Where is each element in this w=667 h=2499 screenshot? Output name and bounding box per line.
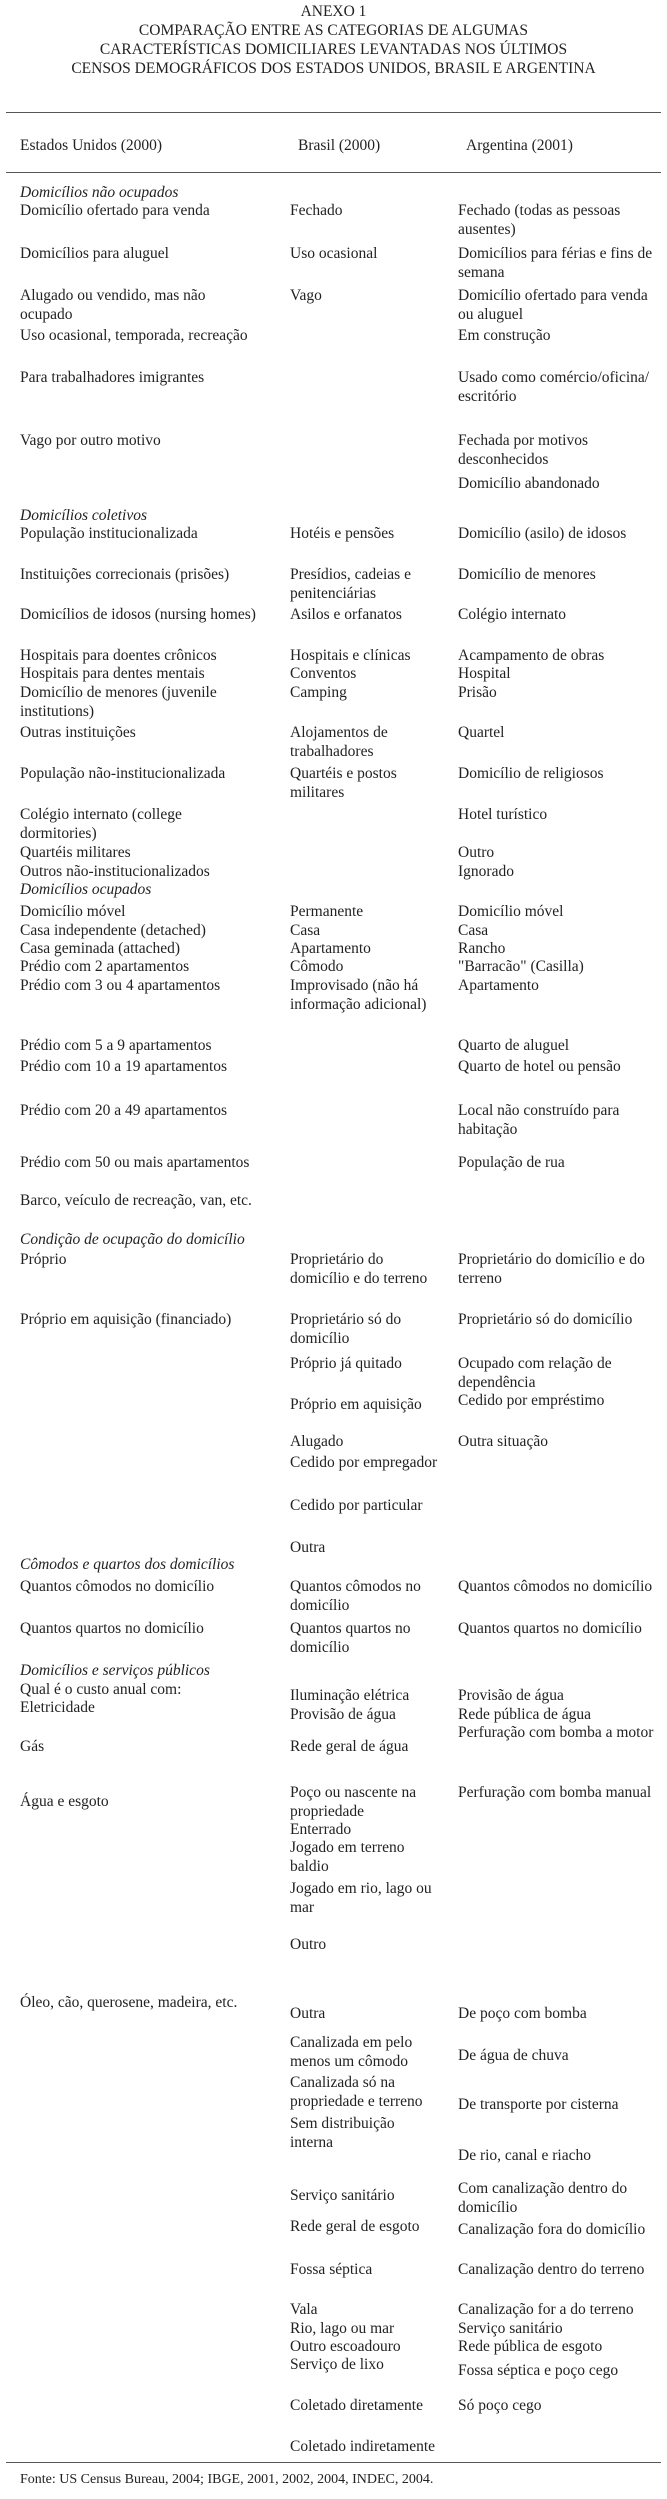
table-cell: Óleo, cão, querosene, madeira, etc. bbox=[20, 1993, 238, 2011]
table-cell: Rede geral de água bbox=[290, 1737, 409, 1755]
table-cell: Quantos cômodos no domicílio bbox=[458, 1578, 653, 1596]
table-cell: De transporte por cisterna bbox=[458, 2096, 619, 2114]
table-cell: Com canalização dentro do domicílio bbox=[458, 2180, 628, 2217]
table-cell: Rede pública de esgoto bbox=[458, 2338, 603, 2356]
table-cell: Outro bbox=[458, 844, 495, 862]
table-cell: Proprietário do domicílio e do terreno bbox=[458, 1251, 645, 1288]
table-cell: Domicílio ofertado para venda bbox=[20, 202, 210, 220]
table-cell: Próprio em aquisição bbox=[290, 1396, 422, 1414]
table-cell: Coletado diretamente bbox=[290, 2397, 423, 2415]
table-cell: Colégio internato bbox=[458, 606, 567, 624]
table-cell: Perfuração com bomba manual bbox=[458, 1784, 652, 1802]
table-cell: Rede pública de água bbox=[458, 1705, 591, 1723]
table-cell: Serviço sanitário bbox=[290, 2187, 395, 2205]
table-cell: Quantos quartos no domicílio bbox=[458, 1619, 642, 1637]
table-cell: Outra bbox=[290, 2004, 326, 2022]
section-heading: Domicílios e serviços públicos bbox=[20, 1662, 210, 1680]
table-cell: Hospital bbox=[458, 665, 511, 683]
table-cell: Jogado em rio, lago ou mar bbox=[290, 1879, 432, 1916]
table-cell: Canalizada só na propriedade e terreno bbox=[290, 2074, 423, 2111]
table-cell: Vala bbox=[290, 2301, 318, 2319]
table-cell: De rio, canal e riacho bbox=[458, 2146, 591, 2164]
table-cell: Outro bbox=[290, 1935, 327, 1953]
table-cell: Enterrado bbox=[290, 1820, 352, 1838]
table-cell: Cômodo bbox=[290, 958, 344, 976]
table-cell: Uso ocasional, temporada, recreação bbox=[20, 327, 248, 345]
table-cell: Água e esgoto bbox=[20, 1792, 109, 1810]
table-cell: Gás bbox=[20, 1737, 45, 1755]
table-cell: Prédio com 10 a 19 apartamentos bbox=[20, 1057, 228, 1075]
table-cell: Ignorado bbox=[458, 862, 514, 880]
table-cell: Acampamento de obras bbox=[458, 647, 605, 665]
table-cell: Prédio com 20 a 49 apartamentos bbox=[20, 1101, 228, 1119]
table-cell: Casa bbox=[458, 921, 489, 939]
table-cell: Proprietário do domicílio e do terreno bbox=[290, 1251, 428, 1288]
table-cell: Rancho bbox=[458, 940, 506, 958]
table-cell: Canalização dentro do terreno bbox=[458, 2260, 645, 2278]
table-cell: Fechado (todas as pessoas ausentes) bbox=[458, 202, 621, 239]
table-cell: Canalização fora do domicílio bbox=[458, 2221, 646, 2239]
table-cell: Prédio com 5 a 9 apartamentos bbox=[20, 1036, 212, 1054]
column-header-argentina: Argentina (2001) bbox=[466, 137, 573, 154]
table-cell: Quantos cômodos no domicílio bbox=[290, 1578, 421, 1615]
table-cell: Permanente bbox=[290, 903, 364, 921]
table-cell: Eletricidade bbox=[20, 1698, 95, 1716]
table-cell: Jogado em terreno baldio bbox=[290, 1839, 405, 1876]
table-cell: Quartéis e postos militares bbox=[290, 765, 397, 802]
table-cell: Domicílio de menores (juvenile institutions) bbox=[20, 683, 217, 720]
table-cell: Hospitais para dentes mentais bbox=[20, 665, 205, 683]
table-cell: Cedido por empregador bbox=[290, 1454, 438, 1472]
section-heading: Condição de ocupação do domicílio bbox=[20, 1231, 245, 1249]
table-cell: Prédio com 50 ou mais apartamentos bbox=[20, 1153, 250, 1171]
table-cell: Proprietário só do domicílio bbox=[458, 1311, 633, 1329]
table-cell: Perfuração com bomba a motor bbox=[458, 1724, 654, 1742]
column-header-us: Estados Unidos (2000) bbox=[20, 137, 163, 154]
column-header-brazil: Brasil (2000) bbox=[298, 137, 381, 154]
source-footnote: Fonte: US Census Bureau, 2004; IBGE, 2001, 2002, 2004, INDEC, 2004. bbox=[20, 2472, 434, 2487]
table-cell: Serviço sanitário bbox=[458, 2319, 563, 2337]
table-cell: Próprio em aquisição (financiado) bbox=[20, 1311, 232, 1329]
table-cell: Colégio internato (college dormitories) bbox=[20, 805, 182, 842]
table-cell: Serviço de lixo bbox=[290, 2356, 384, 2374]
title-line-3: CENSOS DEMOGRÁFICOS DOS ESTADOS UNIDOS, BRASIL E ARGENTINA bbox=[71, 60, 596, 77]
table-cell: Domicílios para aluguel bbox=[20, 244, 169, 262]
table-cell: Alugado ou vendido, mas não ocupado bbox=[20, 287, 206, 324]
table-cell: Provisão de água bbox=[458, 1687, 564, 1705]
table-cell: Sem distribuição interna bbox=[290, 2114, 395, 2151]
table-cell: Domicílio móvel bbox=[20, 903, 126, 921]
table-cell: Domicílio móvel bbox=[458, 903, 564, 921]
table-cell: Asilos e orfanatos bbox=[290, 606, 402, 624]
annex-label: ANEXO 1 bbox=[300, 3, 367, 20]
table-cell: Usado como comércio/oficina/ escritório bbox=[458, 368, 650, 405]
table-cell: Camping bbox=[290, 683, 347, 701]
table-cell: Domicílio abandonado bbox=[458, 475, 600, 492]
table-cell: Para trabalhadores imigrantes bbox=[20, 368, 205, 386]
table-cell: Rio, lago ou mar bbox=[290, 2319, 395, 2337]
table-cell: Prisão bbox=[458, 683, 497, 701]
table-cell: Quantos cômodos no domicílio bbox=[20, 1578, 215, 1596]
table-cell: "Barracão" (Casilla) bbox=[458, 958, 584, 976]
table-cell: Outra bbox=[290, 1539, 326, 1557]
table-cell: Cedido por particular bbox=[290, 1496, 423, 1514]
table-cell: Fechado bbox=[290, 202, 343, 220]
table-cell: Proprietário só do domicílio bbox=[290, 1311, 402, 1348]
table-cell: Canalização for a do terreno bbox=[458, 2301, 634, 2319]
table-cell: Iluminação elétrica bbox=[290, 1687, 410, 1705]
table-cell: População institucionalizada bbox=[20, 525, 198, 543]
table-cell: Alojamentos de trabalhadores bbox=[290, 724, 388, 761]
table-cell: Outros não-institucionalizados bbox=[20, 862, 210, 880]
table-cell: De poço com bomba bbox=[458, 2004, 587, 2022]
table-cell: Instituições correcionais (prisões) bbox=[20, 565, 230, 583]
section-heading: Cômodos e quartos dos domicílios bbox=[20, 1555, 235, 1573]
table-cell: Uso ocasional bbox=[290, 244, 378, 262]
table-cell: Fechada por motivos desconhecidos bbox=[458, 432, 589, 469]
table-cell: Improvisado (não há informação adicional) bbox=[290, 976, 427, 1013]
table-cell: Fossa séptica e poço cego bbox=[458, 2362, 619, 2380]
table-cell: De água de chuva bbox=[458, 2047, 569, 2065]
section-heading: Domicílios coletivos bbox=[20, 506, 147, 524]
table-cell: Próprio bbox=[20, 1251, 67, 1269]
table-cell: Cedido por empréstimo bbox=[458, 1391, 605, 1409]
table-cell: População de rua bbox=[458, 1153, 565, 1171]
table-cell: Prédio com 3 ou 4 apartamentos bbox=[20, 976, 221, 994]
table-cell: Poço ou nascente na propriedade bbox=[290, 1784, 417, 1821]
table-cell: Barco, veículo de recreação, van, etc. bbox=[20, 1192, 252, 1210]
table-cell: Conventos bbox=[290, 665, 357, 683]
table-cell: Ocupado com relação de dependência bbox=[458, 1354, 612, 1391]
table-cell: Prédio com 2 apartamentos bbox=[20, 958, 190, 976]
header-rule bbox=[6, 172, 661, 173]
table-cell: Qual é o custo anual com: bbox=[20, 1680, 182, 1698]
table-cell: Quantos quartos no domicílio bbox=[290, 1619, 411, 1656]
table-cell: Hospitais para doentes crônicos bbox=[20, 647, 217, 665]
table-cell: Vago bbox=[290, 287, 322, 305]
table-cell: Provisão de água bbox=[290, 1705, 396, 1723]
table-cell: Quarto de hotel ou pensão bbox=[458, 1057, 621, 1075]
title-line-2: CARACTERÍSTICAS DOMICILIARES LEVANTADAS NOS ÚLTIMOS bbox=[99, 41, 568, 58]
table-cell: Outro escoadouro bbox=[290, 2338, 401, 2356]
table-cell: Casa independente (detached) bbox=[20, 921, 206, 939]
table-cell: Casa geminada (attached) bbox=[20, 940, 181, 958]
table-cell: Outra situação bbox=[458, 1433, 548, 1451]
table-cell: Hospitais e clínicas bbox=[290, 647, 411, 665]
title-line-1: COMPARAÇÃO ENTRE AS CATEGORIAS DE ALGUMAS bbox=[138, 22, 529, 39]
table-cell: Presídios, cadeias e penitenciárias bbox=[290, 565, 411, 602]
table-cell: Domicílio de menores bbox=[458, 565, 596, 583]
table-cell: Só poço cego bbox=[458, 2397, 542, 2415]
table-cell: Fossa séptica bbox=[290, 2260, 373, 2278]
section-heading: Domicílios ocupados bbox=[20, 881, 152, 899]
table-cell: Hotéis e pensões bbox=[290, 525, 395, 543]
table-cell: Coletado indiretamente bbox=[290, 2437, 436, 2455]
table-cell: Apartamento bbox=[290, 940, 371, 958]
table-cell: Vago por outro motivo bbox=[20, 432, 161, 450]
table-cell: Domicílios de idosos (nursing homes) bbox=[20, 606, 256, 624]
table-cell: Domicílios para férias e fins de semana bbox=[458, 244, 653, 281]
table-cell: Próprio já quitado bbox=[290, 1354, 402, 1372]
table-cell: Quartéis militares bbox=[20, 844, 131, 862]
table-cell: Rede geral de esgoto bbox=[290, 2218, 420, 2236]
table-cell: Outras instituições bbox=[20, 724, 136, 742]
table-title bbox=[0, 2, 667, 78]
top-rule bbox=[6, 112, 661, 113]
table-cell: Domicílio de religiosos bbox=[458, 765, 604, 783]
table-cell: Quantos quartos no domicílio bbox=[20, 1619, 204, 1637]
table-cell: Local não construído para habitação bbox=[458, 1101, 620, 1138]
table-cell: Quartel bbox=[458, 724, 505, 742]
table-cell: Domicílio ofertado para venda ou aluguel bbox=[458, 287, 648, 324]
section-heading: Domicílios não ocupados bbox=[20, 184, 179, 201]
table-cell: Alugado bbox=[290, 1433, 344, 1451]
table-cell: Domicílio (asilo) de idosos bbox=[458, 525, 627, 543]
table-cell: População não-institucionalizada bbox=[20, 765, 226, 783]
table-cell: Apartamento bbox=[458, 976, 539, 994]
bottom-rule bbox=[6, 2462, 661, 2463]
table-cell: Casa bbox=[290, 921, 321, 939]
table-cell: Canalizada em pelo menos um cômodo bbox=[290, 2033, 413, 2070]
table-cell: Em construção bbox=[458, 327, 551, 345]
table-cell: Hotel turístico bbox=[458, 805, 548, 823]
table-cell: Quarto de aluguel bbox=[458, 1036, 570, 1054]
